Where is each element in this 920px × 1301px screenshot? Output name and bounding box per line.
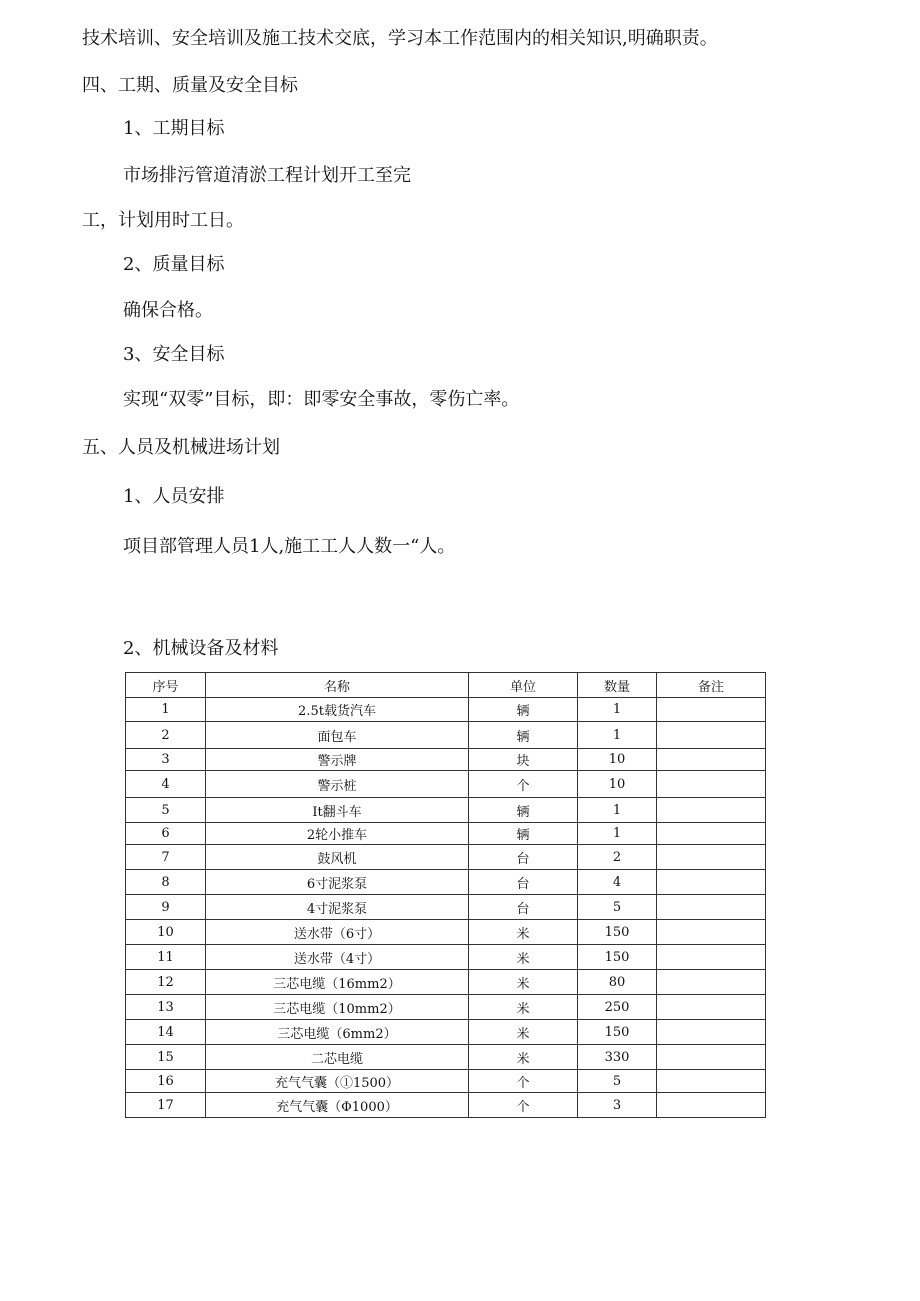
table-row	[126, 749, 766, 771]
cell-remarks	[657, 895, 766, 920]
cell-index: 17	[126, 1093, 206, 1118]
cell-unit: 台	[469, 870, 578, 895]
table-row	[126, 945, 766, 970]
cell-index: 7	[126, 845, 206, 870]
cell-remarks	[657, 970, 766, 995]
cell-index: 2	[126, 722, 206, 749]
cell-index: 6	[126, 823, 206, 845]
table-row	[126, 970, 766, 995]
subheading-quality-goal: 2、质量目标	[123, 254, 225, 275]
subheading-equipment: 2、机械设备及材料	[123, 638, 279, 659]
cell-index: 1	[126, 698, 206, 722]
cell-name: 充气气囊（①1500）	[206, 1070, 469, 1093]
subheading-safety-goal: 3、安全目标	[123, 344, 225, 365]
cell-remarks	[657, 995, 766, 1020]
paragraph-schedule-2: 工，计划用时工日。	[82, 210, 244, 231]
cell-unit: 台	[469, 845, 578, 870]
cell-index: 3	[126, 749, 206, 771]
table-row	[126, 771, 766, 798]
equipment-table	[125, 672, 766, 1118]
section-heading-4: 四、工期、质量及安全目标	[82, 75, 298, 96]
cell-name: 送水带（6寸）	[206, 920, 469, 945]
cell-quantity: 4	[578, 870, 657, 895]
cell-quantity: 1	[578, 722, 657, 749]
cell-quantity: 3	[578, 1093, 657, 1118]
cell-name: 2.5t载货汽车	[206, 698, 469, 722]
cell-remarks	[657, 920, 766, 945]
header-quantity: 数量	[578, 673, 657, 698]
table-header-row	[126, 673, 766, 698]
cell-remarks	[657, 1093, 766, 1118]
cell-remarks	[657, 798, 766, 823]
cell-name: 三芯电缆（16mm2）	[206, 970, 469, 995]
cell-unit: 个	[469, 1070, 578, 1093]
paragraph-personnel: 项目部管理人员1人,施工工人人数一“人。	[123, 536, 456, 557]
cell-name: 鼓风机	[206, 845, 469, 870]
cell-quantity: 10	[578, 771, 657, 798]
cell-index: 13	[126, 995, 206, 1020]
cell-quantity: 1	[578, 698, 657, 722]
cell-unit: 辆	[469, 823, 578, 845]
table-row	[126, 722, 766, 749]
table-row	[126, 870, 766, 895]
table-row	[126, 1020, 766, 1045]
cell-remarks	[657, 845, 766, 870]
subheading-personnel: 1、人员安排	[123, 486, 225, 507]
cell-unit: 台	[469, 895, 578, 920]
cell-index: 14	[126, 1020, 206, 1045]
table-row	[126, 1093, 766, 1118]
cell-remarks	[657, 823, 766, 845]
cell-remarks	[657, 870, 766, 895]
cell-index: 5	[126, 798, 206, 823]
cell-name: It翻斗车	[206, 798, 469, 823]
cell-quantity: 150	[578, 945, 657, 970]
cell-unit: 辆	[469, 698, 578, 722]
table-row	[126, 1070, 766, 1093]
cell-unit: 辆	[469, 798, 578, 823]
header-remarks: 备注	[657, 673, 766, 698]
cell-quantity: 150	[578, 920, 657, 945]
cell-remarks	[657, 771, 766, 798]
cell-quantity: 10	[578, 749, 657, 771]
cell-index: 11	[126, 945, 206, 970]
cell-name: 警示牌	[206, 749, 469, 771]
cell-unit: 辆	[469, 722, 578, 749]
cell-index: 10	[126, 920, 206, 945]
cell-name: 6寸泥浆泵	[206, 870, 469, 895]
cell-remarks	[657, 698, 766, 722]
table-body	[126, 698, 766, 1118]
cell-name: 充气气囊（Φ1000）	[206, 1093, 469, 1118]
cell-quantity: 80	[578, 970, 657, 995]
cell-quantity: 250	[578, 995, 657, 1020]
cell-index: 16	[126, 1070, 206, 1093]
paragraph-training: 技术培训、安全培训及施工技术交底，学习本工作范围内的相关知识,明确职责。	[82, 28, 718, 49]
table-row	[126, 845, 766, 870]
paragraph-schedule-1: 市场排污管道清淤工程计划开工至完	[123, 165, 411, 186]
cell-unit: 米	[469, 995, 578, 1020]
cell-quantity: 330	[578, 1045, 657, 1070]
table-row	[126, 798, 766, 823]
cell-index: 12	[126, 970, 206, 995]
cell-quantity: 150	[578, 1020, 657, 1045]
cell-unit: 米	[469, 920, 578, 945]
cell-quantity: 1	[578, 798, 657, 823]
cell-remarks	[657, 722, 766, 749]
cell-unit: 块	[469, 749, 578, 771]
paragraph-quality: 确保合格。	[123, 300, 213, 321]
cell-name: 送水带（4寸）	[206, 945, 469, 970]
cell-name: 4寸泥浆泵	[206, 895, 469, 920]
cell-unit: 米	[469, 945, 578, 970]
cell-unit: 米	[469, 970, 578, 995]
cell-name: 2轮小推车	[206, 823, 469, 845]
table-row	[126, 920, 766, 945]
cell-quantity: 5	[578, 895, 657, 920]
table-row	[126, 823, 766, 845]
cell-unit: 米	[469, 1045, 578, 1070]
paragraph-safety: 实现“双零”目标，即：即零安全事故，零伤亡率。	[123, 389, 520, 410]
cell-unit: 个	[469, 1093, 578, 1118]
cell-remarks	[657, 945, 766, 970]
section-heading-5: 五、人员及机械进场计划	[82, 437, 280, 458]
table-row	[126, 895, 766, 920]
subheading-schedule-goal: 1、工期目标	[123, 118, 225, 139]
table-row	[126, 698, 766, 722]
cell-index: 9	[126, 895, 206, 920]
cell-remarks	[657, 1020, 766, 1045]
cell-index: 15	[126, 1045, 206, 1070]
cell-remarks	[657, 1045, 766, 1070]
cell-name: 面包车	[206, 722, 469, 749]
cell-remarks	[657, 749, 766, 771]
cell-name: 警示桩	[206, 771, 469, 798]
cell-unit: 米	[469, 1020, 578, 1045]
table-row	[126, 995, 766, 1020]
cell-quantity: 1	[578, 823, 657, 845]
cell-quantity: 5	[578, 1070, 657, 1093]
table-row	[126, 1045, 766, 1070]
header-name: 名称	[206, 673, 469, 698]
cell-quantity: 2	[578, 845, 657, 870]
cell-name: 二芯电缆	[206, 1045, 469, 1070]
cell-remarks	[657, 1070, 766, 1093]
cell-index: 4	[126, 771, 206, 798]
cell-index: 8	[126, 870, 206, 895]
cell-name: 三芯电缆（6mm2）	[206, 1020, 469, 1045]
cell-unit: 个	[469, 771, 578, 798]
header-unit: 单位	[469, 673, 578, 698]
header-index: 序号	[126, 673, 206, 698]
cell-name: 三芯电缆（10mm2）	[206, 995, 469, 1020]
